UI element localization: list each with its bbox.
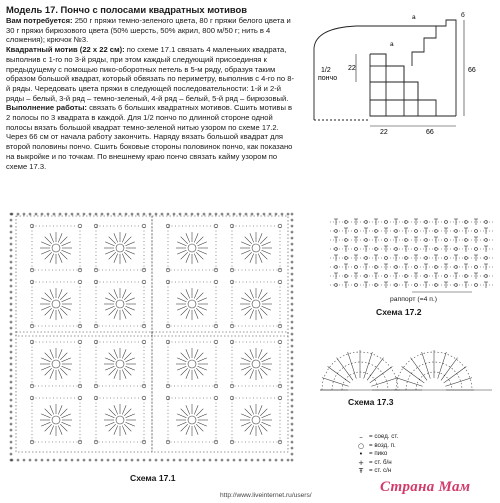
legend-row <box>355 467 475 476</box>
symbol-legend <box>355 433 475 476</box>
legend-row <box>355 433 475 442</box>
marker-b-label: б <box>461 12 465 19</box>
legend-label: = соед. ст. <box>369 433 399 440</box>
motif-paragraph <box>6 45 296 103</box>
materials-label: Вам потребуется: <box>6 16 73 25</box>
legend-row <box>355 450 475 459</box>
single-crochet-icon: + <box>358 458 364 467</box>
scheme-17-1-diagram <box>8 212 296 466</box>
legend-label: = ст. с/н <box>369 467 392 475</box>
half-label: 1/2 <box>321 67 331 74</box>
picot-icon: • <box>358 450 364 459</box>
marker-a-label: а <box>412 14 416 21</box>
rapport-label: раппорт (=4 п.) <box>390 296 438 303</box>
slip-stitch-icon: – <box>359 433 363 441</box>
materials-paragraph <box>6 16 296 45</box>
dim-bottom-66-label: 66 <box>426 129 434 136</box>
dim-bottom-22-label: 22 <box>380 129 388 136</box>
scheme-17-3-caption: Схема 17.3 <box>348 397 394 407</box>
poncho-pattern-diagram <box>296 8 496 136</box>
legend-label: = пико <box>369 450 388 458</box>
legend-row <box>355 442 475 451</box>
work-paragraph <box>6 103 296 171</box>
motif-text: по схеме 17.1 связать 4 маленьких квадрата, выполнив с 1-го по 3-й ряды, при этом каждый следующий присоединяя к предыдущему с помощью пико-оборотных петель в 5-м ряду, образуя таким образом большой квадрат, который обвязать по периметру, выполнив с 4-го по 8-й ряды. Чередовать цвета пряжи в следующей последовательности: 1-й и 2-й ряды – белый, 3-й ряд – темно-зеленый, 4-й ряд – белый, 5-й ряд – бирюзовый. <box>6 45 295 103</box>
dim-side-22-label: 22 <box>348 65 356 72</box>
legend-label: = ст. б/н <box>369 458 392 466</box>
legend-label: = возд. п. <box>369 441 396 449</box>
instructions-text <box>6 4 296 171</box>
scheme-17-1-caption: Схема 17.1 <box>130 473 176 483</box>
scheme-17-2-caption: Схема 17.2 <box>376 307 422 317</box>
work-label: Выполнение работы: <box>6 103 87 113</box>
materials-text: 250 г пряжи темно-зеленого цвета, 80 г пряжи белого цвета и 30 г пряжи бирюзового цвета (50% шерсть, 50% акрил, 800 м/50 г; нить в 4 сложения); крючок №3. <box>6 16 291 45</box>
scheme-17-2-diagram <box>322 212 500 304</box>
double-crochet-icon: Ŧ <box>358 467 364 476</box>
chain-stitch-icon: ○ <box>357 441 365 450</box>
scheme-17-3-diagram <box>316 320 496 398</box>
legend-row <box>355 459 475 468</box>
watermark: Страна Мам <box>380 479 471 495</box>
motif-label: Квадратный мотив (22 x 22 см): <box>6 45 125 55</box>
poncho-label: пончо <box>318 75 338 82</box>
source-url: http://www.liveinternet.ru/users/ <box>220 492 312 499</box>
marker-a2-label: а <box>390 41 394 48</box>
page-title: Модель 17. Пончо с полосами квадратных мотивов <box>6 4 247 15</box>
dim-right-label: 66 <box>468 67 476 74</box>
work-text: связать 6 больших квадратных мотивов. Сшить мотивы в 2 полосы по 3 квадрата в каждой. Для 1/2 пончо по длинной стороне одной полосы вязать большой квадрат темно-зеленой нитью узором по схеме 17.2. Через 66 см от начала работу закончить. Наряду вязать большой квадрат для второй половины пончо. Сшить боковые стороны половинок пончо, как показано на выкройке и по точкам. По внешнему краю пончо связать кайму узором по схеме 17.3. <box>6 103 293 171</box>
